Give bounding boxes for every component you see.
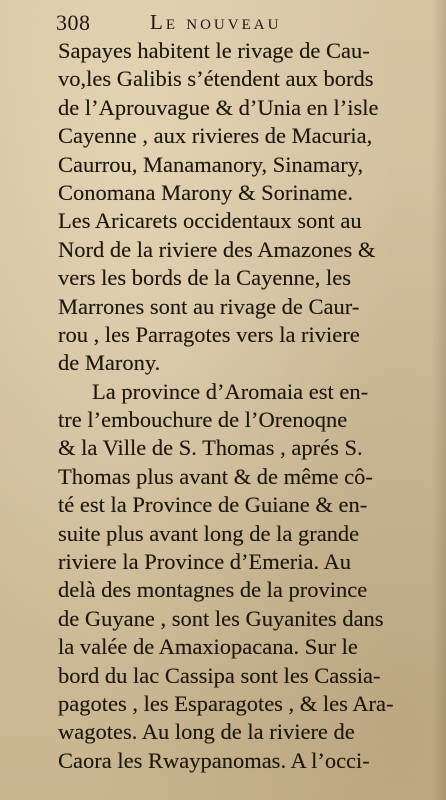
text-line: pagotes , les Esparagotes , & les Ara-	[58, 690, 394, 716]
text-line: Nord de la riviere des Amazones &	[58, 236, 376, 262]
text-line: delà des montagnes de la province	[58, 577, 368, 603]
text-line: de l’Aprouvague & d’Unia en l’isle	[58, 94, 379, 120]
text-line: bord du lac Cassipa sont les Cassia-	[58, 662, 381, 688]
body-text	[58, 37, 438, 775]
text-line: Caora les Rwaypanomas. A l’occi-	[58, 747, 370, 773]
page-number: 308	[56, 10, 91, 35]
text-line: de Guyane , sont les Guyanites dans	[58, 605, 384, 631]
text-line: Les Aricarets occidentaux sont au	[58, 208, 362, 234]
text-line: Thomas plus avant & de même cô-	[58, 463, 373, 489]
running-head: Le nouveau	[150, 10, 282, 34]
text-line: la valée de Amaxiopacana. Sur le	[58, 634, 358, 660]
paragraph-start-line: La province d’Aromaia est en-	[92, 378, 369, 404]
text-line: suite plus avant long de la grande	[58, 520, 360, 546]
text-line: vers les bords de la Cayenne, les	[58, 265, 352, 291]
text-line: vo,les Galibis s’étendent aux bords	[58, 66, 374, 92]
text-line: Cayenne , aux rivieres de Macuria,	[58, 123, 373, 149]
text-line: té est la Province de Guiane & en-	[58, 492, 368, 518]
text-line: Sapayes habitent le rivage de Cau-	[58, 38, 370, 63]
text-line: & la Ville de S. Thomas , aprés S.	[58, 435, 363, 461]
text-line: rou , les Parragotes vers la riviere	[58, 321, 360, 347]
text-line: wagotes. Au long de la riviere de	[58, 719, 355, 745]
page-edge-shadow	[432, 0, 446, 800]
text-line: tre l’embouchure de l’Orenoqne	[58, 407, 348, 433]
text-line: Caurrou, Manamanory, Sinamary,	[58, 151, 364, 177]
text-line: de Marony.	[58, 350, 161, 376]
text-line: riviere la Province d’Emeria. Au	[58, 549, 352, 575]
text-line: Marrones sont au rivage de Caur-	[58, 293, 360, 319]
page-header	[56, 8, 436, 38]
text-line: Conomana Marony & Soriname.	[58, 179, 353, 205]
